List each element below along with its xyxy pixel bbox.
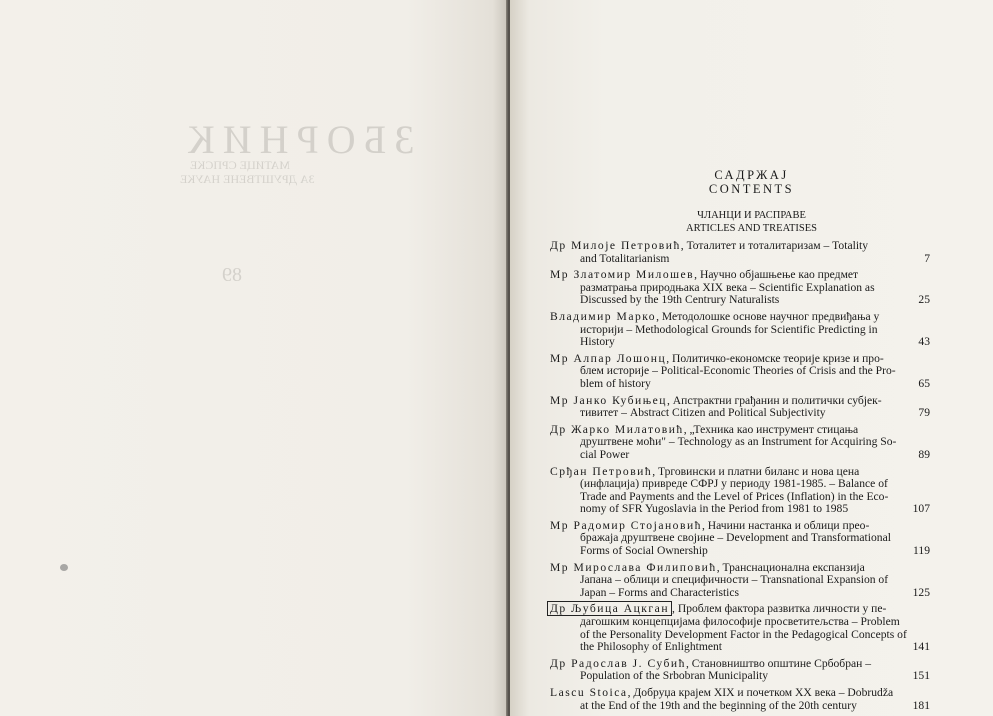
toc-title: , Научно објашњење као предмет — [694, 268, 859, 282]
toc-author: Lascu Stoica — [550, 686, 628, 699]
toc-entry — [550, 562, 930, 600]
toc-title: , Становништво општине Србобран – — [685, 656, 872, 670]
toc-entry — [550, 269, 930, 307]
toc-author: Мр Златомир Милошев — [550, 268, 695, 282]
toc-entry-line — [550, 587, 930, 600]
toc-title: , Начини настанка и облици прео- — [701, 518, 870, 532]
toc-entry-line — [550, 449, 930, 462]
toc-title: Trade and Payments and the Level of Prices (Inflation) in the Eco- — [580, 489, 889, 503]
toc-page-number: 25 — [918, 293, 930, 307]
toc-page-number: 119 — [913, 544, 930, 558]
toc-entry-line — [550, 269, 930, 282]
toc-author: Др Милоје Петровић — [550, 239, 681, 252]
toc-title: историји – Methodological Grounds for Scientific Predicting in — [580, 322, 878, 336]
toc-title: at the End of the 19th and the beginning of the 20th century — [580, 698, 857, 712]
toc-entry — [550, 395, 930, 420]
toc-title: дагошким концепцијама философије просветитељства – Problem — [580, 615, 900, 629]
contents-heading-latin: CONTENTS — [708, 182, 795, 196]
toc-author: Др Љубица Ацкган — [547, 601, 672, 616]
section-heading-cyrillic: ЧЛАНЦИ И РАСПРАВЕ — [697, 210, 806, 221]
toc-title: , Политичко-економске теорије кризе и про- — [666, 351, 884, 365]
toc-title: Population of the Srbobran Municipality — [580, 669, 769, 683]
toc-title: cial Power — [580, 447, 630, 461]
toc-page-number: 181 — [912, 698, 930, 712]
toc-author: Мр Мирослава Филиповић — [550, 560, 717, 574]
toc-entry — [550, 658, 930, 683]
toc-entry — [550, 240, 930, 265]
toc-title: of the Personality Development Factor in the Pedagogical Concepts of — [580, 627, 907, 641]
toc-title: nomy of SFR Yugoslavia in the Period from 1981 to 1985 — [580, 502, 849, 516]
toc-title: History — [580, 335, 615, 349]
toc-entry-line — [550, 407, 930, 420]
toc-entry — [550, 520, 930, 558]
toc-author: Мр Алпар Лошонц — [550, 351, 667, 365]
toc-page-number: 89 — [918, 447, 930, 461]
toc-entry-line — [550, 545, 930, 558]
toc-entry-line — [550, 253, 930, 266]
toc-entry — [550, 353, 930, 391]
toc-entry — [550, 603, 930, 653]
ghost-title: ЗБОРНИК — [180, 117, 415, 162]
toc-page-number: 107 — [912, 502, 930, 516]
toc-page-number: 141 — [912, 640, 930, 654]
toc-entry-line — [550, 503, 930, 516]
toc-title: , Проблем фактора развитка личности у пе- — [672, 602, 887, 616]
toc-entry-line — [550, 616, 930, 629]
toc-page-number: 125 — [912, 585, 930, 599]
toc-title: the Philosophy of Enlightment — [580, 640, 723, 654]
toc-title: тивитет – Abstract Citizen and Political Subjectivity — [580, 406, 826, 420]
toc-title: разматрања природњака XIX века – Scientific Explanation as — [580, 280, 875, 294]
toc-title: blem of history — [580, 376, 651, 390]
toc-title: Forms of Social Ownership — [580, 544, 708, 558]
toc-author: Др Радослав Ј. Субић — [550, 656, 686, 670]
contents-heading-cyrillic: САДРЖАЈ — [714, 168, 789, 182]
toc-entry-line — [550, 670, 930, 683]
toc-page-number: 43 — [918, 335, 930, 349]
toc-entry-line — [550, 294, 930, 307]
section-heading-latin: ARTICLES AND TREATISES — [685, 223, 818, 234]
toc-entry-line — [550, 311, 930, 324]
toc-entry — [550, 424, 930, 462]
toc-title: Јапана – облици и специфичности – Transnational Expansion of — [580, 573, 889, 587]
toc-page-number: 79 — [918, 406, 930, 420]
toc-page-number: 7 — [924, 251, 930, 265]
toc-title: , „Техника као инструмент стицања — [683, 422, 859, 436]
ghost-line: ЗА ДРУШТВЕНЕ НАУКЕ — [180, 172, 315, 186]
toc-author: Мр Радомир Стојановић — [550, 518, 702, 532]
toc-page-number: 151 — [912, 669, 930, 683]
toc-entry-line — [550, 574, 930, 587]
toc-author: Др Жарко Милатовић — [550, 422, 684, 436]
toc-title: , Методолошке основе научног предвиђања у — [656, 309, 880, 323]
toc-page-number: 65 — [918, 376, 930, 390]
toc-title: (инфлација) привреде СФРЈ у периоду 1981-1985. – Balance of — [580, 477, 888, 491]
ink-smudge — [60, 564, 68, 571]
toc-author: Владимир Марко — [550, 309, 657, 323]
toc-title: блем историје – Political-Economic Theories of Crisis and the Pro- — [580, 364, 896, 378]
toc-author: Срђан Петровић — [550, 464, 653, 478]
toc-title: друштвене моћи" – Technology as an Instrument for Acquiring So- — [580, 435, 897, 449]
toc-entry-line — [550, 700, 930, 713]
toc-entry-line — [550, 687, 930, 700]
toc-entry-line — [550, 240, 930, 253]
toc-entry-line — [550, 378, 930, 391]
toc-author: Мр Јанко Кубињец — [550, 393, 667, 407]
toc-title: , Добруџа крајем XIX и почетком XX века – Dobrudža — [627, 686, 894, 699]
ghost-line: МАТИЦЕ СРПСКЕ — [190, 158, 290, 172]
toc-title: бражаја друштвене својине – Development and Transformational — [580, 531, 891, 545]
ghost-line: 89 — [222, 264, 242, 286]
toc-title: Discussed by the 19th Centrury Naturalists — [580, 293, 780, 307]
toc-entry-line — [550, 478, 930, 491]
toc-title: Japan – Forms and Characteristics — [580, 585, 740, 599]
toc-title: , Апстрактни грађанин и политички субјек- — [666, 393, 882, 407]
toc-entry-line — [550, 641, 930, 654]
toc-title: , Тоталитет и тоталитаризам – Totality — [680, 239, 869, 252]
toc-title: and Totalitarianism — [580, 251, 670, 265]
table-of-contents — [550, 240, 930, 716]
toc-entry-line — [550, 336, 930, 349]
toc-title: , Трговински и платни биланс и нова цена — [652, 464, 860, 478]
toc-entry — [550, 466, 930, 516]
toc-title: , Транснационална експанзија — [716, 560, 865, 574]
toc-entry — [550, 687, 930, 712]
toc-entry — [550, 311, 930, 349]
